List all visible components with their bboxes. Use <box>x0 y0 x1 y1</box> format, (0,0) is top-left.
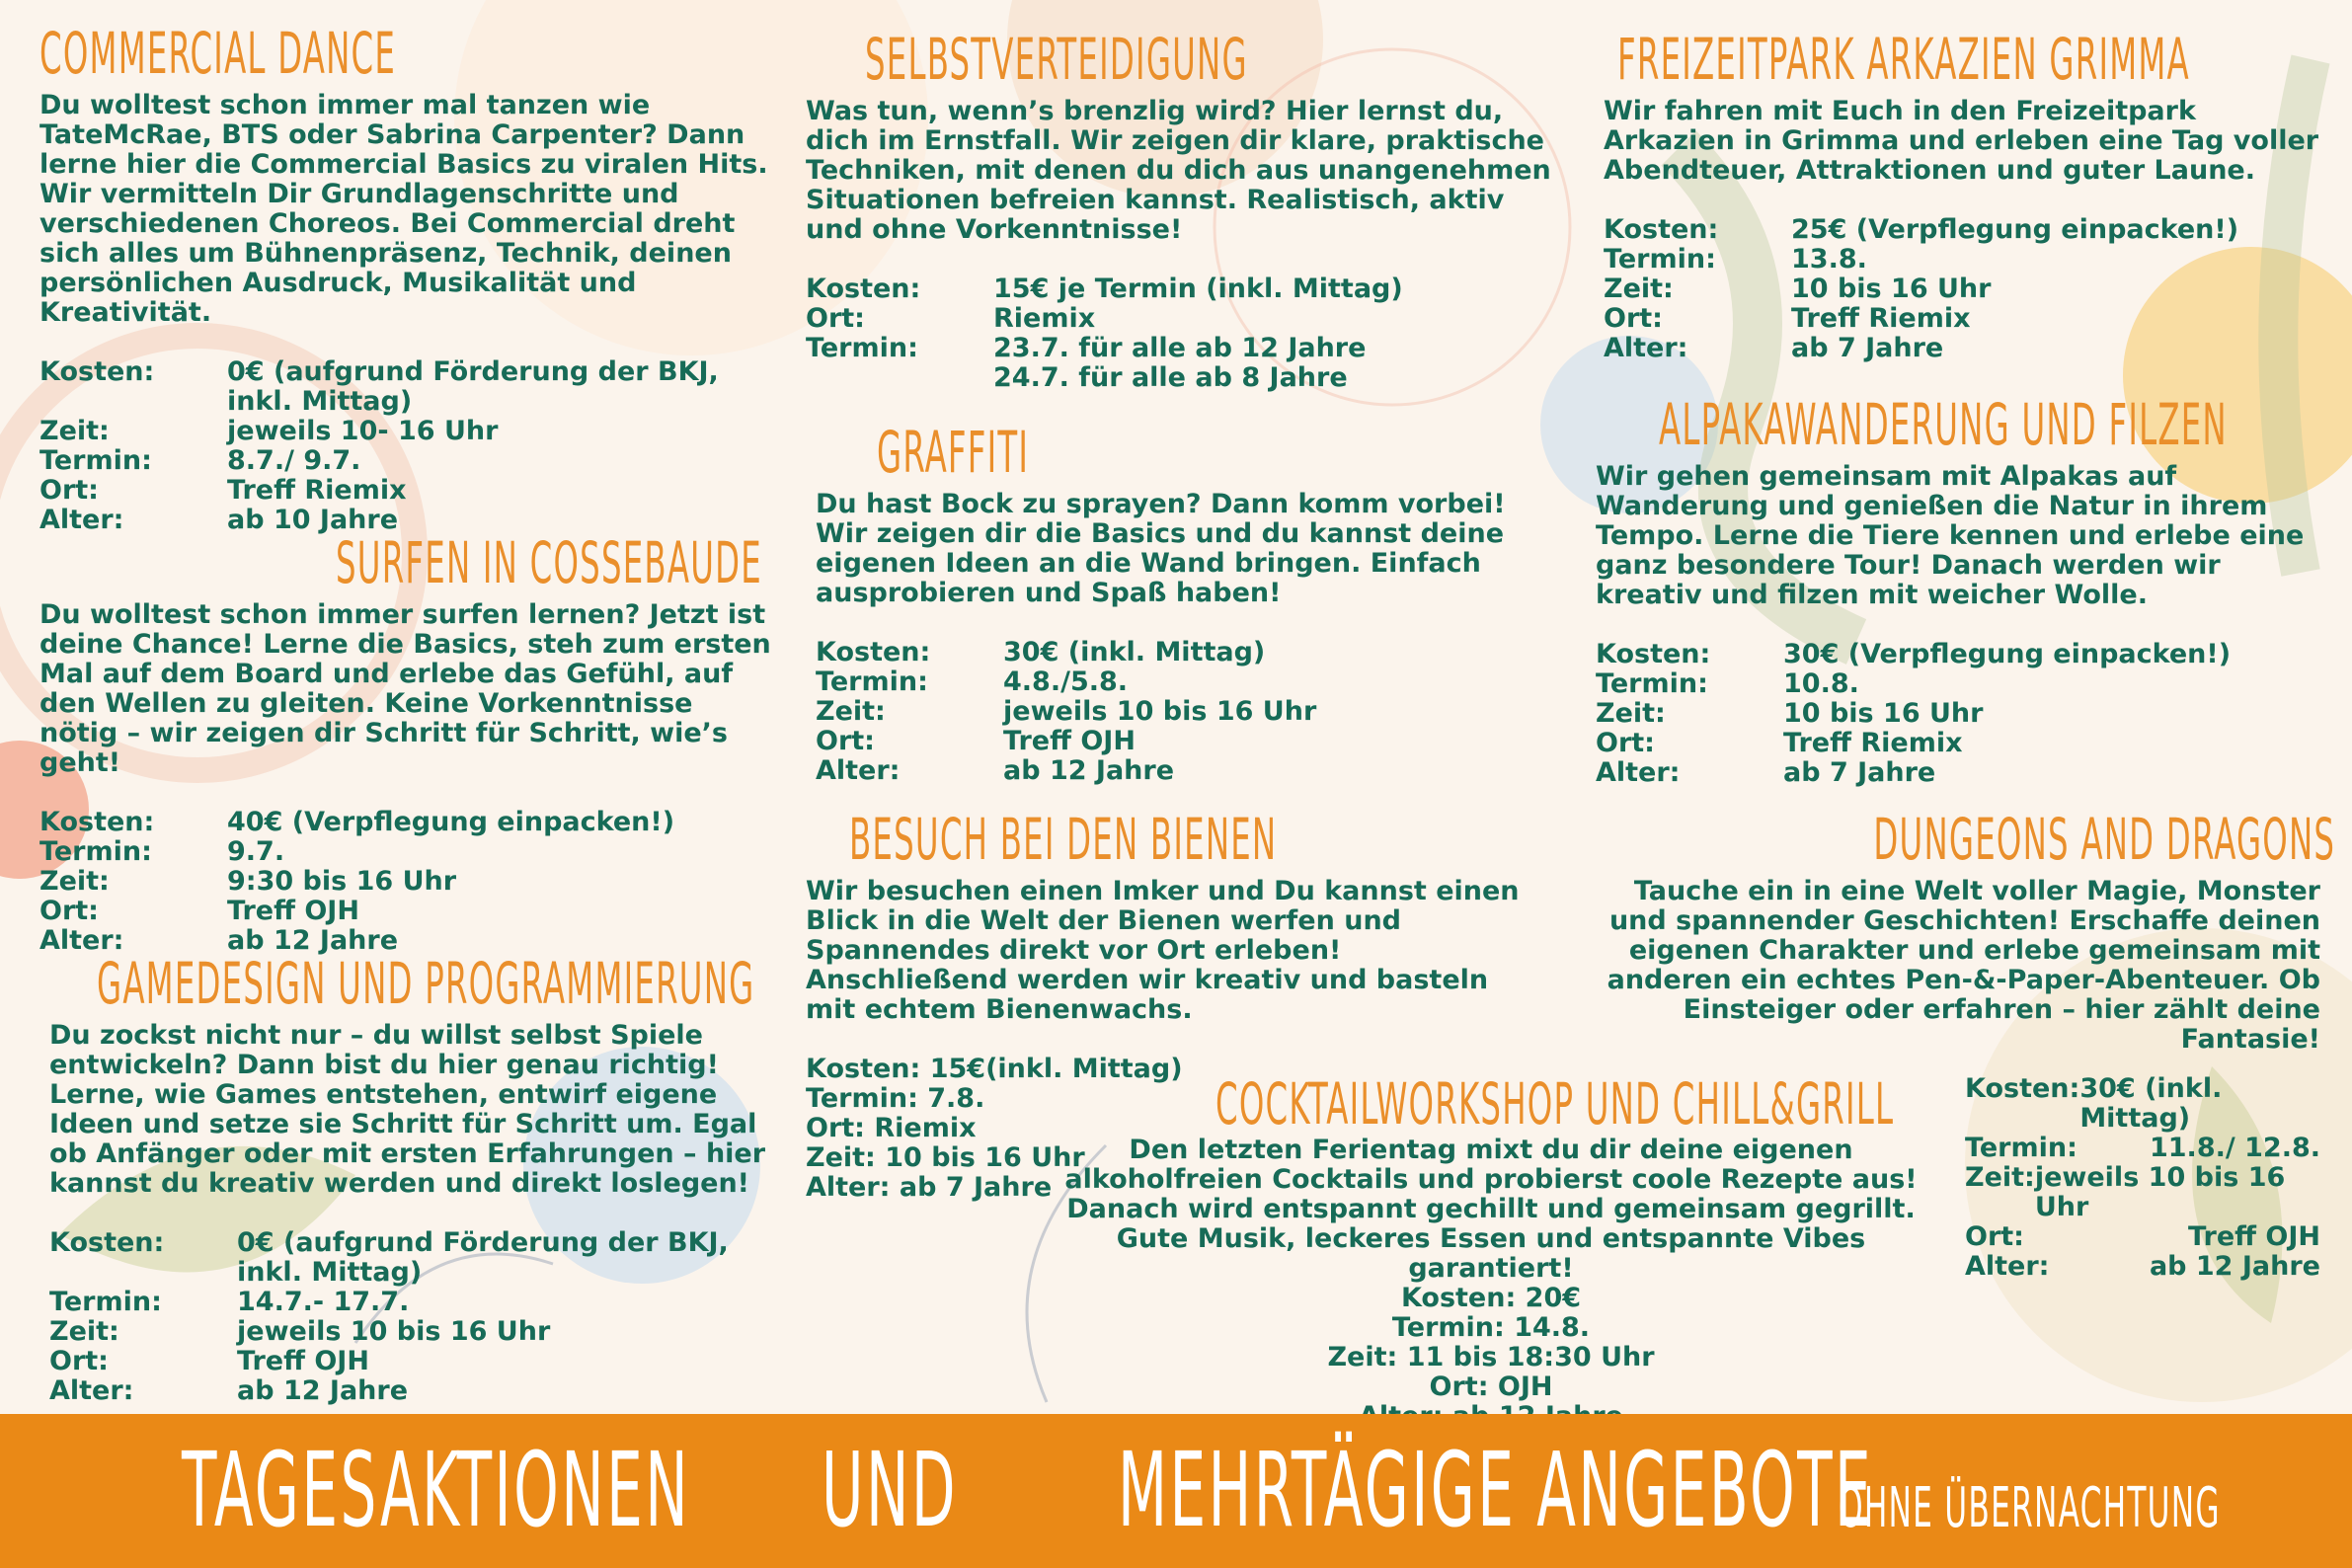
detail-label: Alter: <box>39 505 124 535</box>
detail-label: Ort: <box>816 726 875 756</box>
detail-label: Kosten: <box>806 274 921 304</box>
detail-label: Kosten: <box>1604 214 1719 245</box>
section-text: Du wolltest schon immer mal tanzen wie TateMcRae, BTS oder Sabrina Carpenter? Dann lerne hier die Commercial Basics zu viralen Hits. Wir vermitteln Dir Grundlagenschritte und verschiedenen Choreos. Bei Commercial dreht sich alles um Bühnenpräsenz, Technik, deinen persönlichen Ausdruck, Musikalität und Kreativität. <box>39 90 768 328</box>
detail-label: Termin: <box>1965 1133 2078 1163</box>
detail-label: Alter: <box>49 1375 134 1406</box>
detail-value: ab 12 Jahre <box>227 925 399 956</box>
section-title: COCKTAILWORKSHOP UND CHILL&GRILL <box>1215 1070 1895 1137</box>
detail-row <box>1965 1134 2320 1163</box>
banner-word-tagesaktionen: TAGESAKTIONEN <box>182 1430 691 1550</box>
section-text: Den letzten Ferientag mixt du dir deine eigenen alkoholfreien Cocktails und probierst coole Rezepte aus! Danach wird entspannt gechillt und gemeinsam gegrillt. Gute Musik, leckeres Essen und entspannte Vibes garantiert! <box>1064 1135 1918 1284</box>
section-title: DUNGEONS AND DRAGONS <box>1873 806 2336 873</box>
banner-word-und: UND <box>822 1430 958 1550</box>
dnd-details <box>1965 1074 2320 1282</box>
detail-label: Zeit: <box>39 866 110 897</box>
details-table <box>1604 215 2238 363</box>
section-freizeitpark <box>1604 28 2324 363</box>
detail-label: Termin: <box>1604 244 1716 274</box>
detail-label: Termin: <box>39 836 152 867</box>
detail-label: Zeit: <box>1604 274 1674 304</box>
detail-value: 13.8. <box>1791 244 1867 274</box>
detail-value: Treff OJH <box>1003 726 1136 756</box>
detail-row <box>1965 1163 2320 1222</box>
section-title: SELBSTVERTEIDIGUNG <box>865 26 1248 93</box>
detail-label: Ort: <box>1596 728 1655 758</box>
details-table <box>39 357 770 535</box>
details-table <box>49 1228 790 1406</box>
detail-label <box>806 363 993 393</box>
section-text: Du hast Bock zu sprayen? Dann komm vorbei! Wir zeigen dir die Basics und du kannst deine eigenen Ideen an die Wand bringen. Einfach ausprobieren und Spaß haben! <box>816 489 1506 608</box>
details-table <box>816 638 1316 786</box>
detail-label: Zeit: <box>39 416 110 446</box>
detail-row <box>1965 1074 2320 1134</box>
section-dungeons-and-dragons <box>1600 806 2336 1064</box>
detail-value: 9:30 bis 16 Uhr <box>227 866 457 897</box>
section-title: COMMERCIAL DANCE <box>39 20 397 87</box>
detail-line: Alter: ab 7 Jahre <box>806 1172 1053 1203</box>
section-text: Wir besuchen einen Imker und Du kannst einen Blick in die Welt der Bienen werfen und Spannendes direkt vor Ort erleben! Anschließend werden wir kreativ und basteln mit echtem Bienenwachs. <box>806 876 1520 1025</box>
section-cocktailworkshop <box>1047 1072 1935 1432</box>
section-title: BESUCH BEI DEN BIENEN <box>849 806 1278 873</box>
section-gamedesign <box>49 952 790 1406</box>
detail-label: Termin: <box>816 666 928 697</box>
section-text: Du zockst nicht nur – du willst selbst Spiele entwickeln? Dann bist du hier genau richtig! Lerne, wie Games entstehen, entwirf eigene Ideen und setze sie Schritt für Schritt um. Egal ob Anfänger oder mit ersten Erfahrungen – hier kannst du kreativ werden und direkt loslegen! <box>49 1020 766 1199</box>
detail-value: 14.7.- 17.7. <box>237 1287 410 1317</box>
detail-label: Alter: <box>1596 757 1681 788</box>
detail-value: 30€ (inkl. Mittag) <box>2079 1073 2223 1134</box>
detail-value: ab 12 Jahre <box>237 1375 409 1406</box>
section-selbstverteidigung <box>806 28 1556 393</box>
detail-value: 30€ (inkl. Mittag) <box>1003 637 1266 667</box>
detail-value: 11.8./ 12.8. <box>2149 1133 2320 1163</box>
detail-value: 30€ (Verpflegung einpacken!) <box>1783 639 2232 669</box>
detail-label: Alter: <box>816 755 901 786</box>
detail-label: Ort: <box>49 1346 109 1376</box>
detail-value: ab 10 Jahre <box>227 505 399 535</box>
detail-value: 10 bis 16 Uhr <box>1783 698 1984 729</box>
detail-row <box>1965 1252 2320 1282</box>
detail-value: 40€ (Verpflegung einpacken!) <box>227 807 675 837</box>
detail-label: Kosten: <box>816 637 931 667</box>
detail-value: 10 bis 16 Uhr <box>1791 274 1992 304</box>
detail-line: Ort: OJH <box>1429 1372 1553 1402</box>
detail-label: Kosten: <box>39 356 155 387</box>
section-graffiti <box>816 421 1566 786</box>
section-surfen <box>39 531 780 956</box>
detail-label: Ort: <box>1604 303 1663 334</box>
detail-line: Zeit: 11 bis 18:30 Uhr <box>1327 1342 1655 1372</box>
detail-label: Kosten: <box>49 1227 165 1258</box>
section-text: Wir gehen gemeinsam mit Alpakas auf Wanderung und genießen die Natur in ihrem Tempo. Lerne die Tiere kennen und erlebe eine ganz besondere Tour! Danach werden wir kreativ und filzen mit weicher Wolle. <box>1596 461 2305 610</box>
detail-label: Alter: <box>1965 1251 2050 1282</box>
detail-value: jeweils 10- 16 Uhr <box>227 416 499 446</box>
detail-value: Treff OJH <box>227 896 359 926</box>
section-text: Wir fahren mit Euch in den Freizeitpark Arkazien in Grimma und erleben eine Tag voller Abendteuer, Attraktionen und guter Laune. <box>1604 96 2319 186</box>
detail-value: ab 7 Jahre <box>1791 333 1944 363</box>
detail-value: 10.8. <box>1783 668 1859 699</box>
detail-label: Termin: <box>39 445 152 476</box>
section-title: FREIZEITPARK ARKAZIEN GRIMMA <box>1617 26 2190 93</box>
detail-line: Ort: Riemix <box>806 1113 977 1143</box>
detail-label: Alter: <box>39 925 124 956</box>
section-title: SURFEN IN COSSEBAUDE <box>336 529 762 596</box>
section-text: Tauche ein in eine Welt voller Magie, Monster und spannender Geschichten! Erschaffe deinen eigenen Charakter und erlebe gemeinsam mit anderen ein echtes Pen-&-Paper-Abenteuer. Ob Einsteiger oder erfahren – hier zählt deine Fantasie! <box>1607 876 2320 1055</box>
detail-label: Zeit: <box>1596 698 1666 729</box>
detail-row <box>1965 1222 2320 1252</box>
detail-value: Treff Riemix <box>1791 303 1971 334</box>
banner-subtitle: OHNE ÜBERNACHTUNG <box>1839 1476 2221 1540</box>
section-title: GRAFFITI <box>877 419 1030 486</box>
detail-label: Zeit: <box>1965 1162 2035 1193</box>
detail-line: Zeit: 10 bis 16 Uhr <box>806 1142 1085 1173</box>
detail-value: jeweils 10 bis 16 Uhr <box>1003 696 1317 727</box>
detail-label: Termin: <box>1596 668 1708 699</box>
detail-label: Termin: <box>49 1287 162 1317</box>
detail-label: Kosten: <box>39 807 155 837</box>
detail-value: jeweils 10 bis 16 Uhr <box>2034 1162 2286 1222</box>
detail-value: 23.7. für alle ab 12 Jahre <box>993 333 1367 363</box>
details-table <box>806 274 1403 393</box>
detail-value: Treff OJH <box>237 1346 369 1376</box>
detail-value: ab 7 Jahre <box>1783 757 1936 788</box>
detail-label: Termin: <box>806 333 918 363</box>
detail-value: 25€ (Verpflegung einpacken!) <box>1791 214 2239 245</box>
detail-value: 0€ (aufgrund Förderung der BKJ, inkl. Mittag) <box>237 1227 729 1288</box>
detail-label: Alter: <box>1604 333 1688 363</box>
detail-label: Ort: <box>39 475 99 506</box>
section-commercial-dance <box>39 22 770 535</box>
detail-value: ab 12 Jahre <box>2149 1251 2320 1282</box>
detail-line: Termin: 14.8. <box>1391 1312 1591 1343</box>
detail-label: Ort: <box>1965 1221 2024 1252</box>
detail-value: 15€ je Termin (inkl. Mittag) <box>993 274 1403 304</box>
section-title: ALPAKAWANDERUNG UND FILZEN <box>1659 391 2228 458</box>
section-alpakawanderung <box>1596 393 2326 788</box>
detail-value: jeweils 10 bis 16 Uhr <box>237 1316 551 1347</box>
detail-value: 4.8./5.8. <box>1003 666 1129 697</box>
section-text: Was tun, wenn’s brenzlig wird? Hier lernst du, dich im Ernstfall. Wir zeigen dir klare, praktische Techniken, mit denen du dich aus unangenehmen Situationen befreien kannst. Realistisch, aktiv und ohne Vorkenntnisse! <box>806 96 1551 245</box>
detail-label: Ort: <box>39 896 99 926</box>
detail-value: Treff Riemix <box>227 475 407 506</box>
detail-label: Ort: <box>806 303 865 334</box>
section-text: Du wolltest schon immer surfen lernen? Jetzt ist deine Chance! Lerne die Basics, steh zum ersten Mal auf dem Board und erlebe das Gefühl, auf den Wellen zu gleiten. Keine Vorkenntnisse nötig – wir zeigen dir Schritt für Schritt, wie’s geht! <box>39 599 771 778</box>
detail-label: Zeit: <box>816 696 886 727</box>
footer-banner <box>0 1414 2352 1568</box>
detail-line: Termin: 7.8. <box>806 1083 985 1114</box>
detail-label: Zeit: <box>49 1316 119 1347</box>
detail-label: Kosten: <box>1596 639 1711 669</box>
details-table <box>39 808 674 956</box>
banner-word-mehrtaegige-angebote: MEHRTÄGIGE ANGEBOTE <box>1118 1430 1874 1550</box>
detail-line: Kosten: 15€(inkl. Mittag) <box>806 1054 1183 1084</box>
detail-value: Treff OJH <box>2188 1221 2320 1252</box>
detail-label: Kosten: <box>1965 1073 2080 1104</box>
details-table <box>1596 640 2231 788</box>
detail-value: 8.7./ 9.7. <box>227 445 361 476</box>
detail-value: Riemix <box>993 303 1096 334</box>
detail-value: 9.7. <box>227 836 285 867</box>
detail-value: ab 12 Jahre <box>1003 755 1175 786</box>
detail-value: 24.7. für alle ab 8 Jahre <box>993 362 1348 393</box>
detail-value: Treff Riemix <box>1783 728 1963 758</box>
section-title: GAMEDESIGN UND PROGRAMMIERUNG <box>97 950 755 1017</box>
detail-value: 0€ (aufgrund Förderung der BKJ, inkl. Mittag) <box>227 356 719 417</box>
detail-line: Kosten: 20€ <box>1400 1283 1582 1313</box>
